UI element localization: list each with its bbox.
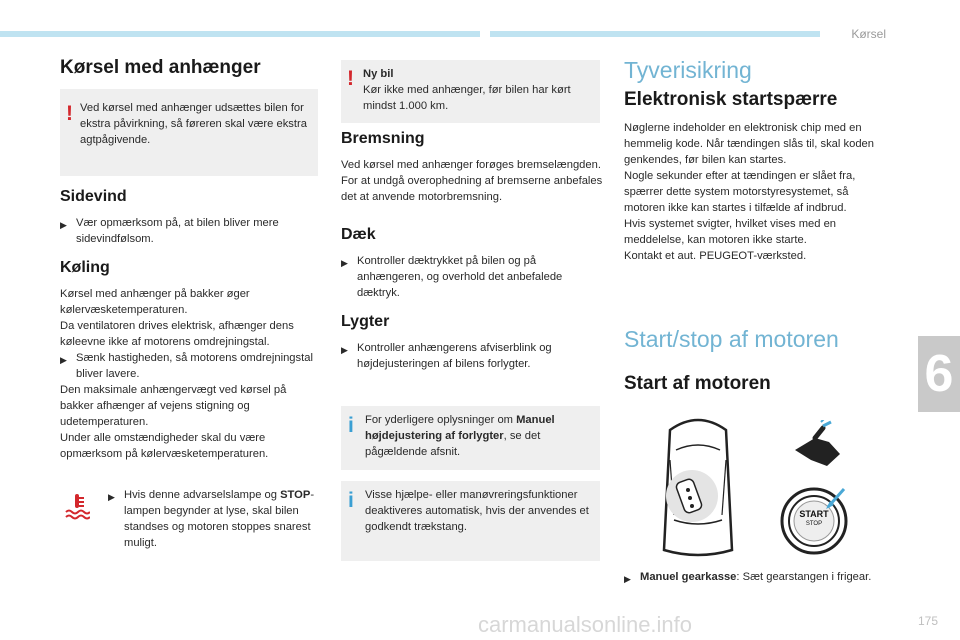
paragraph: Da ventilatoren drives elektrisk, afhænger dens køleevne ikke af motorens omdrejningstal. [60, 320, 294, 348]
heading-startspaerre: Elektronisk startspærre [624, 89, 838, 110]
bremsning-text [341, 157, 603, 205]
info-icon: i [348, 489, 354, 512]
list-item [341, 253, 599, 301]
bullet-text: Vær opmærksom på, at bilen bliver mere sidevindfølsom. [76, 217, 279, 245]
heading-lygter: Lygter [341, 313, 390, 330]
paragraph: For at undgå overophedning af bremserne anbefales det at anvende motorbremsning. [341, 175, 603, 203]
info-text: Visse hjælpe- eller manøvreringsfunktioner deaktiveres automatisk, hvis der anvendes et godkendt trækstang. [365, 489, 589, 533]
section-title-trailer: Kørsel med anhænger [60, 57, 261, 78]
start-stop-button-icon [776, 483, 852, 559]
bullet-text: Manuel gearkasse: Sæt gearstangen i frigear. [640, 571, 872, 583]
startspaerre-text [624, 120, 888, 264]
paragraph: Nogle sekunder efter at tændingen er slået fra, spærrer dette system motorstyresystemet, så motoren ikke kan startes i tilfælde af indbrud. [624, 170, 856, 214]
page-number: 175 [917, 614, 938, 628]
header-bar [0, 31, 480, 37]
start-label: START [799, 509, 829, 519]
bullet-icon: ▶ [108, 492, 115, 502]
info-box [341, 406, 600, 470]
info-box [341, 481, 600, 561]
bullet-text: Kontroller anhængerens afviserblink og højdejusteringen af bilens forlygter. [357, 342, 552, 370]
car-keyless-illustration [650, 410, 746, 560]
newcar-text [363, 66, 595, 114]
warning-box-newcar [341, 60, 600, 123]
list-item [624, 569, 884, 587]
bullet-icon: ▶ [624, 574, 631, 584]
warning-box [60, 89, 318, 176]
chapter-tab: 6 [918, 336, 960, 412]
heading-sidevind: Sidevind [60, 188, 127, 205]
bullet-icon: ▶ [60, 355, 67, 365]
info-text: For yderligere oplysninger om Manuel højdejustering af forlygter, se det pågældende afsnit. [365, 414, 555, 458]
paragraph: Den maksimale anhængervægt ved kørsel på bakker afhænger af vejens stigning og udetemperaturen. [60, 384, 287, 428]
paragraph: Kontakt et aut. PEUGEOT-værksted. [624, 250, 807, 262]
list-item [108, 487, 318, 551]
hand-press-icon [785, 420, 855, 470]
section-title-tyverisikring: Tyverisikring [624, 57, 752, 83]
heading-bremsning: Bremsning [341, 130, 425, 147]
paragraph: Nøglerne indeholder en elektronisk chip med en hemmelig kode. Når tændingen slås til, skal koden genkendes, før bilen kan startes. [624, 122, 874, 166]
stop-label: STOP [805, 521, 823, 527]
bullet-text: Hvis denne advarselslampe og STOP-lampen begynder at lyse, skal bilen standses og motoren stoppes snarest muligt. [124, 489, 315, 549]
newcar-title: Ny bil [363, 68, 394, 80]
section-header: Kørsel [851, 27, 886, 41]
paragraph: Hvis systemet svigter, hvilket vises med en meddelelse, kan motoren ikke starte. [624, 218, 837, 246]
bullet-text: Kontroller dæktrykket på bilen og på anhængeren, og overhold det anbefalede dæktryk. [357, 255, 563, 299]
warning-exclamation-icon: ! [66, 102, 73, 125]
header-bar-right [490, 31, 820, 37]
warning-exclamation-icon: ! [347, 67, 354, 90]
heading-start-motor: Start af motoren [624, 373, 771, 394]
list-item [60, 215, 318, 247]
heading-koling: Køling [60, 259, 110, 276]
watermark: carmanualsonline.info [478, 612, 693, 637]
paragraph: Kørsel med anhænger på bakker øger kølervæsketemperaturen. [60, 288, 250, 316]
koling-text [60, 286, 322, 462]
bullet-icon: ▶ [341, 345, 348, 355]
list-item [60, 350, 322, 382]
coolant-temperature-icon [64, 492, 90, 520]
newcar-body: Kør ikke med anhænger, før bilen har kørt mindst 1.000 km. [363, 84, 571, 112]
bullet-icon: ▶ [60, 220, 67, 230]
list-item [341, 340, 599, 372]
heading-daek: Dæk [341, 226, 376, 243]
warning-text: Ved kørsel med anhænger udsættes bilen for ekstra påvirkning, så føreren skal være ekstra agtpågivende. [80, 102, 307, 146]
info-icon: i [348, 414, 354, 437]
section-title-startstop: Start/stop af motoren [624, 326, 839, 352]
bullet-text: Sænk hastigheden, så motorens omdrejningstal bliver lavere. [76, 352, 313, 380]
paragraph: Under alle omstændigheder skal du være opmærksom på kølervæsketemperaturen. [60, 432, 269, 460]
paragraph: Ved kørsel med anhænger forøges bremselængden. [341, 159, 601, 171]
bullet-icon: ▶ [341, 258, 348, 268]
